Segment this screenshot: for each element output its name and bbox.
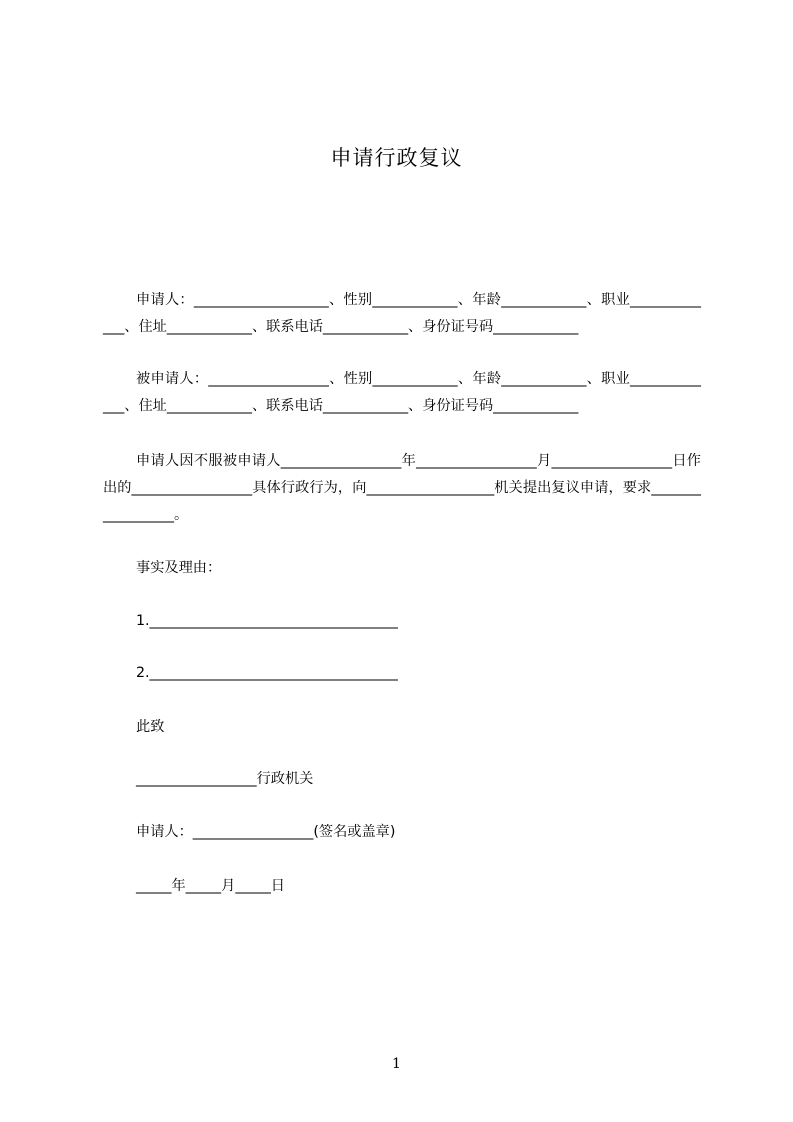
document-title: 申请行政复议 — [330, 146, 463, 170]
signature-line: 申请人：_________________(签名或盖章) — [136, 824, 396, 840]
facts-heading: 事实及理由： — [136, 560, 222, 576]
addressee-line: _________________行政机关 — [136, 771, 314, 787]
date-line: _____年_____月_____日 — [136, 878, 285, 894]
applicant-info-paragraph: 申请人：___________________、性别____________、年龄____________、职业_____________、住址____________、联系电话____________、身份证号码____________ — [103, 292, 701, 335]
respondent-info-paragraph: 被申请人：_________________、性别____________、年龄____________、职业_____________、住址____________、联系电话____________、身份证号码____________ — [103, 371, 701, 414]
complaint-paragraph: 申请人因不服被申请人_________________年_________________月_________________日作出的_________________具体行政行为，向__________________机关提出复议申请，要求_________________。 — [103, 453, 701, 523]
closing-salutation: 此致 — [136, 719, 165, 735]
page-number: 1 — [392, 1056, 401, 1072]
reason-line-2: 2.___________________________________ — [136, 665, 398, 681]
reason-line-1: 1.___________________________________ — [136, 613, 398, 629]
